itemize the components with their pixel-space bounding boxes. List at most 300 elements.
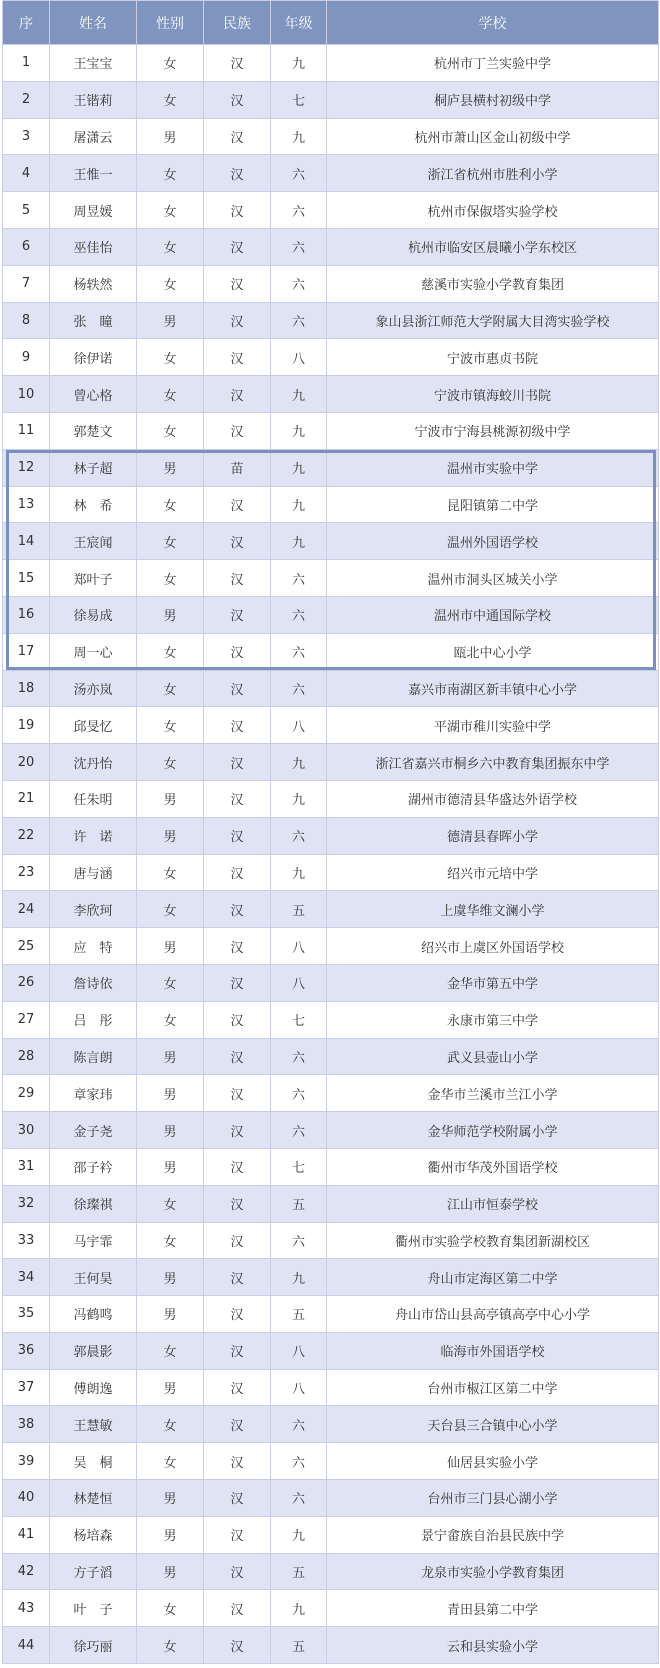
cell-index: 19 xyxy=(3,707,50,744)
cell-name: 汤亦岚 xyxy=(50,670,137,707)
cell-school: 浙江省嘉兴市桐乡六中教育集团振东中学 xyxy=(327,744,659,781)
cell-school: 临海市外国语学校 xyxy=(327,1332,659,1369)
cell-ethnicity: 汉 xyxy=(204,1112,271,1149)
cell-name: 巫佳怡 xyxy=(50,228,137,265)
cell-ethnicity: 苗 xyxy=(204,449,271,486)
cell-index: 5 xyxy=(3,192,50,229)
cell-index: 25 xyxy=(3,928,50,965)
cell-school: 青田县第二中学 xyxy=(327,1590,659,1627)
cell-index: 26 xyxy=(3,964,50,1001)
cell-name: 郭晨影 xyxy=(50,1332,137,1369)
cell-gender: 女 xyxy=(137,412,204,449)
cell-gender: 男 xyxy=(137,1075,204,1112)
cell-gender: 女 xyxy=(137,1590,204,1627)
cell-grade: 五 xyxy=(271,1296,327,1333)
table-row xyxy=(3,192,659,229)
table-row xyxy=(3,45,659,82)
cell-index: 10 xyxy=(3,376,50,413)
cell-ethnicity: 汉 xyxy=(204,1627,271,1664)
table-body xyxy=(3,45,659,1664)
cell-ethnicity: 汉 xyxy=(204,707,271,744)
cell-gender: 女 xyxy=(137,1332,204,1369)
cell-ethnicity: 汉 xyxy=(204,1259,271,1296)
cell-ethnicity: 汉 xyxy=(204,560,271,597)
cell-school: 宁波市宁海县桃源初级中学 xyxy=(327,412,659,449)
cell-gender: 男 xyxy=(137,302,204,339)
cell-school: 景宁畲族自治县民族中学 xyxy=(327,1516,659,1553)
cell-grade: 六 xyxy=(271,155,327,192)
cell-gender: 男 xyxy=(137,817,204,854)
cell-gender: 女 xyxy=(137,376,204,413)
cell-gender: 女 xyxy=(137,707,204,744)
cell-name: 林 希 xyxy=(50,486,137,523)
cell-school: 瓯北中心小学 xyxy=(327,633,659,670)
cell-gender: 女 xyxy=(137,81,204,118)
cell-grade: 六 xyxy=(271,1222,327,1259)
cell-gender: 男 xyxy=(137,928,204,965)
cell-gender: 女 xyxy=(137,155,204,192)
cell-name: 冯鹤鸣 xyxy=(50,1296,137,1333)
table-row xyxy=(3,744,659,781)
cell-school: 温州市洞头区城关小学 xyxy=(327,560,659,597)
cell-grade: 九 xyxy=(271,449,327,486)
cell-index: 36 xyxy=(3,1332,50,1369)
cell-grade: 九 xyxy=(271,45,327,82)
cell-name: 王何昊 xyxy=(50,1259,137,1296)
cell-school: 温州市实验中学 xyxy=(327,449,659,486)
cell-school: 天台县三合镇中心小学 xyxy=(327,1406,659,1443)
cell-school: 桐庐县横村初级中学 xyxy=(327,81,659,118)
cell-grade: 六 xyxy=(271,1038,327,1075)
cell-index: 39 xyxy=(3,1443,50,1480)
cell-gender: 女 xyxy=(137,1627,204,1664)
cell-name: 王慧敏 xyxy=(50,1406,137,1443)
cell-ethnicity: 汉 xyxy=(204,1553,271,1590)
header-ethnicity: 民族 xyxy=(204,1,271,45)
cell-ethnicity: 汉 xyxy=(204,412,271,449)
cell-gender: 女 xyxy=(137,1443,204,1480)
table-row xyxy=(3,1406,659,1443)
table-row xyxy=(3,1222,659,1259)
cell-school: 杭州市保俶塔实验学校 xyxy=(327,192,659,229)
cell-ethnicity: 汉 xyxy=(204,81,271,118)
cell-grade: 九 xyxy=(271,412,327,449)
cell-gender: 女 xyxy=(137,854,204,891)
cell-school: 象山县浙江师范大学附属大目湾实验学校 xyxy=(327,302,659,339)
cell-grade: 八 xyxy=(271,928,327,965)
cell-name: 徐璨祺 xyxy=(50,1185,137,1222)
cell-name: 许 诺 xyxy=(50,817,137,854)
cell-index: 21 xyxy=(3,780,50,817)
table-row xyxy=(3,1480,659,1517)
cell-school: 平湖市稚川实验中学 xyxy=(327,707,659,744)
cell-school: 龙泉市实验小学教育集团 xyxy=(327,1553,659,1590)
cell-school: 杭州市萧山区金山初级中学 xyxy=(327,118,659,155)
cell-gender: 女 xyxy=(137,744,204,781)
cell-grade: 九 xyxy=(271,486,327,523)
header-gender: 性别 xyxy=(137,1,204,45)
cell-gender: 男 xyxy=(137,449,204,486)
cell-school: 宁波市惠贞书院 xyxy=(327,339,659,376)
cell-school: 台州市三门县心湖小学 xyxy=(327,1480,659,1517)
cell-grade: 六 xyxy=(271,560,327,597)
cell-gender: 女 xyxy=(137,1185,204,1222)
cell-name: 金子尧 xyxy=(50,1112,137,1149)
cell-ethnicity: 汉 xyxy=(204,1516,271,1553)
cell-gender: 女 xyxy=(137,339,204,376)
cell-school: 衢州市实验学校教育集团新湖校区 xyxy=(327,1222,659,1259)
cell-gender: 男 xyxy=(137,1296,204,1333)
cell-index: 40 xyxy=(3,1480,50,1517)
cell-grade: 六 xyxy=(271,633,327,670)
table-row xyxy=(3,1443,659,1480)
cell-name: 吕 彤 xyxy=(50,1001,137,1038)
cell-grade: 九 xyxy=(271,523,327,560)
cell-index: 15 xyxy=(3,560,50,597)
table-row xyxy=(3,854,659,891)
cell-name: 方子滔 xyxy=(50,1553,137,1590)
cell-name: 叶 子 xyxy=(50,1590,137,1627)
cell-gender: 男 xyxy=(137,1112,204,1149)
cell-school: 绍兴市元培中学 xyxy=(327,854,659,891)
table-row xyxy=(3,596,659,633)
cell-index: 20 xyxy=(3,744,50,781)
cell-grade: 六 xyxy=(271,1443,327,1480)
table-row xyxy=(3,1148,659,1185)
cell-name: 林楚恒 xyxy=(50,1480,137,1517)
cell-ethnicity: 汉 xyxy=(204,1001,271,1038)
cell-name: 张 瞳 xyxy=(50,302,137,339)
table-row xyxy=(3,412,659,449)
cell-school: 浙江省杭州市胜利小学 xyxy=(327,155,659,192)
cell-ethnicity: 汉 xyxy=(204,744,271,781)
cell-grade: 九 xyxy=(271,744,327,781)
cell-name: 唐与涵 xyxy=(50,854,137,891)
cell-name: 吴 桐 xyxy=(50,1443,137,1480)
cell-ethnicity: 汉 xyxy=(204,265,271,302)
cell-school: 上虞华维文澜小学 xyxy=(327,891,659,928)
table-row xyxy=(3,1553,659,1590)
cell-index: 28 xyxy=(3,1038,50,1075)
cell-gender: 女 xyxy=(137,891,204,928)
cell-gender: 女 xyxy=(137,560,204,597)
cell-ethnicity: 汉 xyxy=(204,1148,271,1185)
cell-ethnicity: 汉 xyxy=(204,670,271,707)
cell-name: 傅朗逸 xyxy=(50,1369,137,1406)
cell-ethnicity: 汉 xyxy=(204,1038,271,1075)
table-row xyxy=(3,560,659,597)
cell-gender: 女 xyxy=(137,523,204,560)
cell-school: 金华市第五中学 xyxy=(327,964,659,1001)
cell-index: 31 xyxy=(3,1148,50,1185)
header-index: 序 xyxy=(3,1,50,45)
cell-grade: 八 xyxy=(271,707,327,744)
cell-ethnicity: 汉 xyxy=(204,964,271,1001)
cell-index: 32 xyxy=(3,1185,50,1222)
header-row xyxy=(3,1,659,45)
cell-ethnicity: 汉 xyxy=(204,302,271,339)
cell-name: 周昱媛 xyxy=(50,192,137,229)
cell-grade: 九 xyxy=(271,1590,327,1627)
cell-grade: 九 xyxy=(271,854,327,891)
cell-gender: 女 xyxy=(137,1222,204,1259)
cell-ethnicity: 汉 xyxy=(204,192,271,229)
cell-index: 44 xyxy=(3,1627,50,1664)
cell-ethnicity: 汉 xyxy=(204,1480,271,1517)
cell-name: 章家玮 xyxy=(50,1075,137,1112)
cell-grade: 八 xyxy=(271,339,327,376)
table-row xyxy=(3,1075,659,1112)
cell-school: 金华市兰溪市兰江小学 xyxy=(327,1075,659,1112)
cell-name: 徐巧丽 xyxy=(50,1627,137,1664)
cell-gender: 女 xyxy=(137,192,204,229)
cell-ethnicity: 汉 xyxy=(204,376,271,413)
cell-index: 35 xyxy=(3,1296,50,1333)
cell-name: 邱旻忆 xyxy=(50,707,137,744)
cell-index: 22 xyxy=(3,817,50,854)
student-table xyxy=(2,0,659,1664)
cell-school: 温州市中通国际学校 xyxy=(327,596,659,633)
table-row xyxy=(3,228,659,265)
cell-grade: 九 xyxy=(271,1516,327,1553)
cell-grade: 九 xyxy=(271,118,327,155)
cell-ethnicity: 汉 xyxy=(204,1369,271,1406)
cell-grade: 八 xyxy=(271,964,327,1001)
cell-grade: 六 xyxy=(271,670,327,707)
cell-grade: 六 xyxy=(271,1112,327,1149)
cell-school: 武义县壶山小学 xyxy=(327,1038,659,1075)
cell-name: 王锴莉 xyxy=(50,81,137,118)
cell-school: 温州外国语学校 xyxy=(327,523,659,560)
cell-index: 30 xyxy=(3,1112,50,1149)
cell-gender: 男 xyxy=(137,1516,204,1553)
cell-school: 宁波市镇海蛟川书院 xyxy=(327,376,659,413)
cell-name: 徐易成 xyxy=(50,596,137,633)
cell-name: 屠潇云 xyxy=(50,118,137,155)
cell-name: 詹诗依 xyxy=(50,964,137,1001)
table-row xyxy=(3,118,659,155)
cell-ethnicity: 汉 xyxy=(204,596,271,633)
cell-index: 43 xyxy=(3,1590,50,1627)
cell-index: 38 xyxy=(3,1406,50,1443)
cell-gender: 男 xyxy=(137,1553,204,1590)
cell-gender: 男 xyxy=(137,1038,204,1075)
cell-grade: 六 xyxy=(271,1480,327,1517)
cell-ethnicity: 汉 xyxy=(204,118,271,155)
table-row xyxy=(3,1332,659,1369)
cell-grade: 六 xyxy=(271,228,327,265)
table-row xyxy=(3,523,659,560)
cell-gender: 女 xyxy=(137,964,204,1001)
table-row xyxy=(3,891,659,928)
cell-gender: 男 xyxy=(137,780,204,817)
cell-school: 衢州市华茂外国语学校 xyxy=(327,1148,659,1185)
cell-name: 沈丹怡 xyxy=(50,744,137,781)
cell-school: 舟山市岱山县高亭镇高亭中心小学 xyxy=(327,1296,659,1333)
cell-index: 17 xyxy=(3,633,50,670)
cell-grade: 七 xyxy=(271,81,327,118)
table-row xyxy=(3,928,659,965)
cell-name: 邵子衿 xyxy=(50,1148,137,1185)
cell-ethnicity: 汉 xyxy=(204,633,271,670)
header-school: 学校 xyxy=(327,1,659,45)
cell-ethnicity: 汉 xyxy=(204,1185,271,1222)
cell-index: 8 xyxy=(3,302,50,339)
cell-ethnicity: 汉 xyxy=(204,1222,271,1259)
cell-index: 29 xyxy=(3,1075,50,1112)
cell-gender: 男 xyxy=(137,118,204,155)
cell-ethnicity: 汉 xyxy=(204,1406,271,1443)
table-row xyxy=(3,265,659,302)
table-row xyxy=(3,1627,659,1664)
cell-school: 舟山市定海区第二中学 xyxy=(327,1259,659,1296)
table-row xyxy=(3,707,659,744)
cell-ethnicity: 汉 xyxy=(204,486,271,523)
cell-ethnicity: 汉 xyxy=(204,523,271,560)
cell-ethnicity: 汉 xyxy=(204,228,271,265)
cell-gender: 女 xyxy=(137,1001,204,1038)
table-row xyxy=(3,780,659,817)
cell-ethnicity: 汉 xyxy=(204,854,271,891)
table-row xyxy=(3,633,659,670)
cell-index: 13 xyxy=(3,486,50,523)
cell-gender: 女 xyxy=(137,265,204,302)
cell-school: 永康市第三中学 xyxy=(327,1001,659,1038)
cell-school: 杭州市丁兰实验中学 xyxy=(327,45,659,82)
table-header xyxy=(3,1,659,45)
cell-name: 应 特 xyxy=(50,928,137,965)
cell-gender: 男 xyxy=(137,1480,204,1517)
table-row xyxy=(3,81,659,118)
cell-grade: 五 xyxy=(271,1627,327,1664)
table-row xyxy=(3,302,659,339)
cell-school: 绍兴市上虞区外国语学校 xyxy=(327,928,659,965)
cell-index: 6 xyxy=(3,228,50,265)
table-row xyxy=(3,1185,659,1222)
cell-school: 嘉兴市南湖区新丰镇中心小学 xyxy=(327,670,659,707)
cell-ethnicity: 汉 xyxy=(204,1075,271,1112)
cell-name: 林子超 xyxy=(50,449,137,486)
cell-grade: 七 xyxy=(271,1148,327,1185)
table-row xyxy=(3,486,659,523)
cell-index: 12 xyxy=(3,449,50,486)
cell-ethnicity: 汉 xyxy=(204,928,271,965)
table-row xyxy=(3,1259,659,1296)
cell-name: 周一心 xyxy=(50,633,137,670)
cell-name: 杨培森 xyxy=(50,1516,137,1553)
cell-gender: 女 xyxy=(137,45,204,82)
cell-gender: 男 xyxy=(137,596,204,633)
cell-name: 杨轶然 xyxy=(50,265,137,302)
cell-ethnicity: 汉 xyxy=(204,891,271,928)
cell-gender: 女 xyxy=(137,228,204,265)
cell-ethnicity: 汉 xyxy=(204,339,271,376)
cell-ethnicity: 汉 xyxy=(204,817,271,854)
cell-index: 9 xyxy=(3,339,50,376)
cell-index: 23 xyxy=(3,854,50,891)
cell-name: 王惟一 xyxy=(50,155,137,192)
cell-name: 郭楚文 xyxy=(50,412,137,449)
cell-name: 王宸闻 xyxy=(50,523,137,560)
table-row xyxy=(3,1590,659,1627)
cell-name: 任朱明 xyxy=(50,780,137,817)
cell-index: 24 xyxy=(3,891,50,928)
table-row xyxy=(3,1038,659,1075)
cell-ethnicity: 汉 xyxy=(204,1443,271,1480)
table-row xyxy=(3,964,659,1001)
cell-ethnicity: 汉 xyxy=(204,1590,271,1627)
cell-school: 德清县春晖小学 xyxy=(327,817,659,854)
header-name: 姓名 xyxy=(50,1,137,45)
cell-ethnicity: 汉 xyxy=(204,45,271,82)
cell-school: 湖州市德清县华盛达外语学校 xyxy=(327,780,659,817)
cell-grade: 九 xyxy=(271,780,327,817)
cell-name: 曾心格 xyxy=(50,376,137,413)
table-row xyxy=(3,670,659,707)
cell-school: 昆阳镇第二中学 xyxy=(327,486,659,523)
cell-index: 27 xyxy=(3,1001,50,1038)
cell-gender: 女 xyxy=(137,633,204,670)
cell-school: 仙居县实验小学 xyxy=(327,1443,659,1480)
cell-index: 11 xyxy=(3,412,50,449)
cell-school: 台州市椒江区第二中学 xyxy=(327,1369,659,1406)
cell-name: 郑叶子 xyxy=(50,560,137,597)
table-row xyxy=(3,1001,659,1038)
header-grade: 年级 xyxy=(271,1,327,45)
cell-index: 18 xyxy=(3,670,50,707)
cell-grade: 八 xyxy=(271,1332,327,1369)
cell-index: 7 xyxy=(3,265,50,302)
cell-ethnicity: 汉 xyxy=(204,1332,271,1369)
cell-index: 2 xyxy=(3,81,50,118)
cell-gender: 男 xyxy=(137,1259,204,1296)
cell-index: 14 xyxy=(3,523,50,560)
cell-gender: 女 xyxy=(137,1406,204,1443)
cell-gender: 男 xyxy=(137,1148,204,1185)
cell-grade: 八 xyxy=(271,1369,327,1406)
table-row xyxy=(3,155,659,192)
table-row xyxy=(3,1112,659,1149)
table-row xyxy=(3,339,659,376)
cell-ethnicity: 汉 xyxy=(204,1296,271,1333)
table-row xyxy=(3,1516,659,1553)
cell-gender: 男 xyxy=(137,1369,204,1406)
cell-index: 41 xyxy=(3,1516,50,1553)
cell-grade: 六 xyxy=(271,265,327,302)
cell-grade: 六 xyxy=(271,1406,327,1443)
cell-grade: 六 xyxy=(271,817,327,854)
cell-index: 3 xyxy=(3,118,50,155)
cell-grade: 六 xyxy=(271,302,327,339)
cell-grade: 九 xyxy=(271,376,327,413)
cell-school: 杭州市临安区晨曦小学东校区 xyxy=(327,228,659,265)
cell-index: 16 xyxy=(3,596,50,633)
cell-index: 1 xyxy=(3,45,50,82)
cell-name: 李欣珂 xyxy=(50,891,137,928)
cell-gender: 女 xyxy=(137,670,204,707)
cell-grade: 七 xyxy=(271,1001,327,1038)
cell-school: 江山市恒泰学校 xyxy=(327,1185,659,1222)
cell-name: 马宇霏 xyxy=(50,1222,137,1259)
table-row xyxy=(3,1296,659,1333)
cell-grade: 五 xyxy=(271,1185,327,1222)
table-row xyxy=(3,1369,659,1406)
cell-gender: 女 xyxy=(137,486,204,523)
table-row xyxy=(3,376,659,413)
table-row xyxy=(3,817,659,854)
cell-school: 慈溪市实验小学教育集团 xyxy=(327,265,659,302)
cell-index: 42 xyxy=(3,1553,50,1590)
